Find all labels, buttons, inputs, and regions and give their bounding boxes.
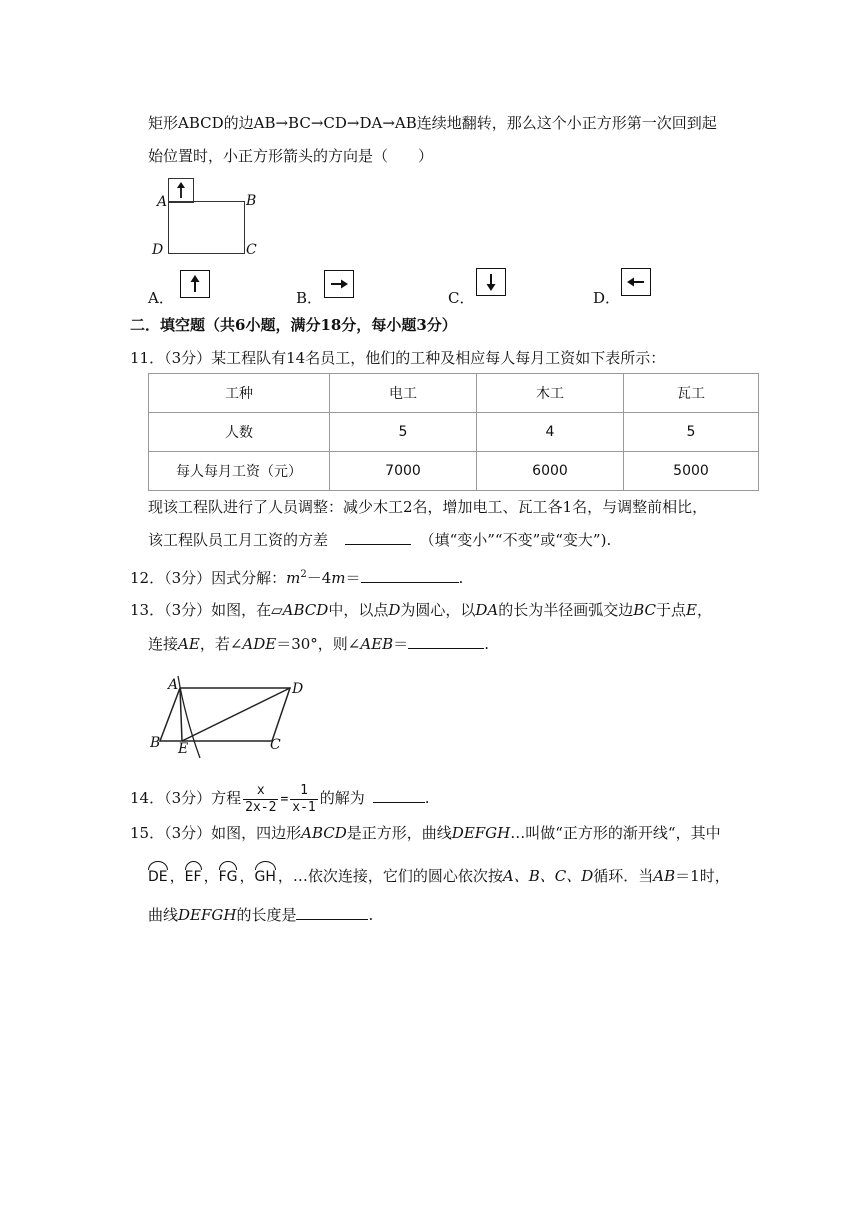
- math-var: A、B、C、D: [502, 867, 594, 885]
- q15-text: 循环．当: [593, 867, 654, 885]
- fig2-label-a: A: [168, 677, 179, 693]
- fig1-label-b: B: [246, 193, 257, 209]
- q13-text: 连接: [148, 635, 179, 653]
- fig1-label-d: D: [152, 242, 164, 258]
- q15-text: …叫做“正方形的渐开线“，其中: [510, 824, 721, 842]
- up-arrow-icon: [169, 179, 193, 202]
- math-var: ABCD: [301, 824, 347, 842]
- right-arrow-icon: [325, 271, 353, 297]
- math-var: m: [331, 569, 346, 587]
- fraction-numerator: 1: [290, 783, 317, 800]
- math-var: D: [388, 601, 401, 619]
- option-d-label: D．: [593, 289, 621, 307]
- fraction-right: [290, 783, 317, 816]
- option-c-box[interactable]: [476, 268, 506, 296]
- table-cell: 6000: [477, 452, 624, 491]
- answer-blank[interactable]: [345, 530, 411, 545]
- math-var: DA: [475, 601, 499, 619]
- q13-line1: [130, 600, 712, 620]
- math-exponent: 2: [300, 569, 307, 580]
- q11-line2: 现该工程队进行了人员调整：减少木工2名，增加电工、瓦工各1名，与调整前相比，: [148, 498, 708, 516]
- arc-de: DE: [148, 869, 168, 885]
- answer-blank[interactable]: [296, 905, 368, 920]
- fraction-left: [243, 783, 278, 816]
- q15-line1: [130, 823, 721, 843]
- math-var: ABCD: [282, 601, 329, 619]
- q13-text: 13．（3分）如图，在▱: [130, 601, 283, 619]
- answer-blank[interactable]: [361, 568, 459, 583]
- q15-text: ，: [203, 867, 219, 885]
- q13-text: ，若∠: [199, 635, 243, 653]
- option-d-box[interactable]: [621, 268, 651, 296]
- table-row: [149, 452, 759, 491]
- q12-text: .: [458, 569, 464, 587]
- table-row: [149, 413, 759, 452]
- fig1-label-a: A: [157, 194, 168, 210]
- math-var: ADE: [242, 635, 277, 653]
- table-cell: 人数: [149, 413, 330, 452]
- q15-text: ＝1时，: [675, 867, 730, 885]
- q15-text: 是正方形，曲线: [346, 824, 452, 842]
- fig2-label-e: E: [178, 741, 189, 757]
- option-a-label: A．: [148, 289, 174, 307]
- fig2-label-c: C: [270, 737, 281, 753]
- fig2-label-b: B: [150, 735, 161, 751]
- answer-blank[interactable]: [373, 788, 425, 803]
- q14-text: 的解为: [319, 789, 365, 807]
- math-var: AEB: [360, 635, 394, 653]
- math-var: BC: [633, 601, 657, 619]
- left-arrow-icon: [622, 269, 650, 295]
- table-cell: 瓦工: [624, 374, 759, 413]
- fig1-label-c: C: [246, 242, 257, 258]
- table-row: [149, 374, 759, 413]
- answer-blank[interactable]: [408, 634, 484, 649]
- q13-text: ＝: [393, 635, 409, 653]
- math-var: m: [286, 569, 301, 587]
- q14-text: 14．（3分）方程: [130, 789, 242, 807]
- q11-text: （填“变小”“不变”或“变大”).: [419, 531, 612, 549]
- q12-text: －4: [306, 569, 332, 587]
- q13-line2: [148, 634, 489, 654]
- q14-line: [130, 780, 430, 816]
- table-cell: 5: [330, 413, 477, 452]
- q15-line2: [148, 866, 730, 887]
- arrow-square: [168, 178, 194, 203]
- q10-line2: 始位置时，小正方形箭头的方向是（ ）: [148, 147, 434, 165]
- table-cell: 每人每月工资（元）: [149, 452, 330, 491]
- arc-ef: EF: [184, 869, 202, 885]
- math-var: DEFGH: [178, 906, 237, 924]
- q12-line: [130, 565, 463, 588]
- table-cell: 5: [624, 413, 759, 452]
- wage-table: [148, 373, 759, 491]
- arc-fg: FG: [218, 869, 238, 885]
- table-cell: 工种: [149, 374, 330, 413]
- q13-text: 为圆心，以: [400, 601, 476, 619]
- q13-text: .: [484, 635, 489, 653]
- q15-text: ，: [169, 867, 185, 885]
- q15-text: 曲线: [148, 906, 179, 924]
- q15-text: …依次连接，它们的圆心依次按: [292, 867, 503, 885]
- arc-gh: GH: [254, 869, 276, 885]
- q14-text: .: [424, 789, 430, 807]
- q14-text: =: [280, 792, 289, 807]
- down-arrow-icon: [477, 269, 505, 295]
- table-cell: 5000: [624, 452, 759, 491]
- fraction-numerator: x: [243, 783, 278, 800]
- q15-text: ，: [239, 867, 255, 885]
- q10-line1: 矩形ABCD的边AB→BC→CD→DA→AB连续地翻转，那么这个小正方形第一次回到起: [148, 114, 717, 132]
- q15-text: 的长度是: [236, 906, 297, 924]
- fig2-label-d: D: [292, 681, 304, 697]
- q15-text: 15．（3分）如图，四边形: [130, 824, 302, 842]
- table-cell: 木工: [477, 374, 624, 413]
- up-arrow-icon: [181, 271, 209, 297]
- table-cell: 7000: [330, 452, 477, 491]
- rectangle-abcd: [168, 201, 245, 254]
- option-b-box[interactable]: [324, 270, 354, 298]
- q12-text: ＝: [345, 569, 361, 587]
- q11-intro: 11．（3分）某工程队有14名员工，他们的工种及相应每人每月工资如下表所示：: [130, 349, 666, 367]
- option-b-label: B．: [296, 289, 323, 307]
- math-var: DEFGH: [451, 824, 511, 842]
- q12-text: 12．（3分）因式分解：: [130, 569, 287, 587]
- q13-text: ，: [697, 601, 713, 619]
- option-c-label: C．: [448, 289, 475, 307]
- q11-line3: [148, 530, 611, 550]
- section-title: 二．填空题（共6小题，满分18分，每小题3分）: [130, 316, 457, 334]
- q11-text: 该工程队员工月工资的方差: [148, 531, 329, 549]
- math-var: AE: [178, 635, 200, 653]
- q13-text: 于点: [656, 601, 687, 619]
- q13-text: 中，以点: [328, 601, 389, 619]
- fraction-denominator: x-1: [292, 799, 316, 815]
- table-cell: 4: [477, 413, 624, 452]
- q13-text: ＝30°，则∠: [276, 635, 361, 653]
- option-a-box[interactable]: [180, 270, 210, 298]
- q15-text: ，: [277, 867, 293, 885]
- math-var: AB: [653, 867, 676, 885]
- q15-text: .: [368, 906, 374, 924]
- fraction-denominator: 2x-2: [245, 799, 277, 815]
- q13-text: 的长为半径画弧交边: [498, 601, 634, 619]
- math-var: E: [686, 601, 697, 619]
- q15-line3: [148, 905, 373, 925]
- table-cell: 电工: [330, 374, 477, 413]
